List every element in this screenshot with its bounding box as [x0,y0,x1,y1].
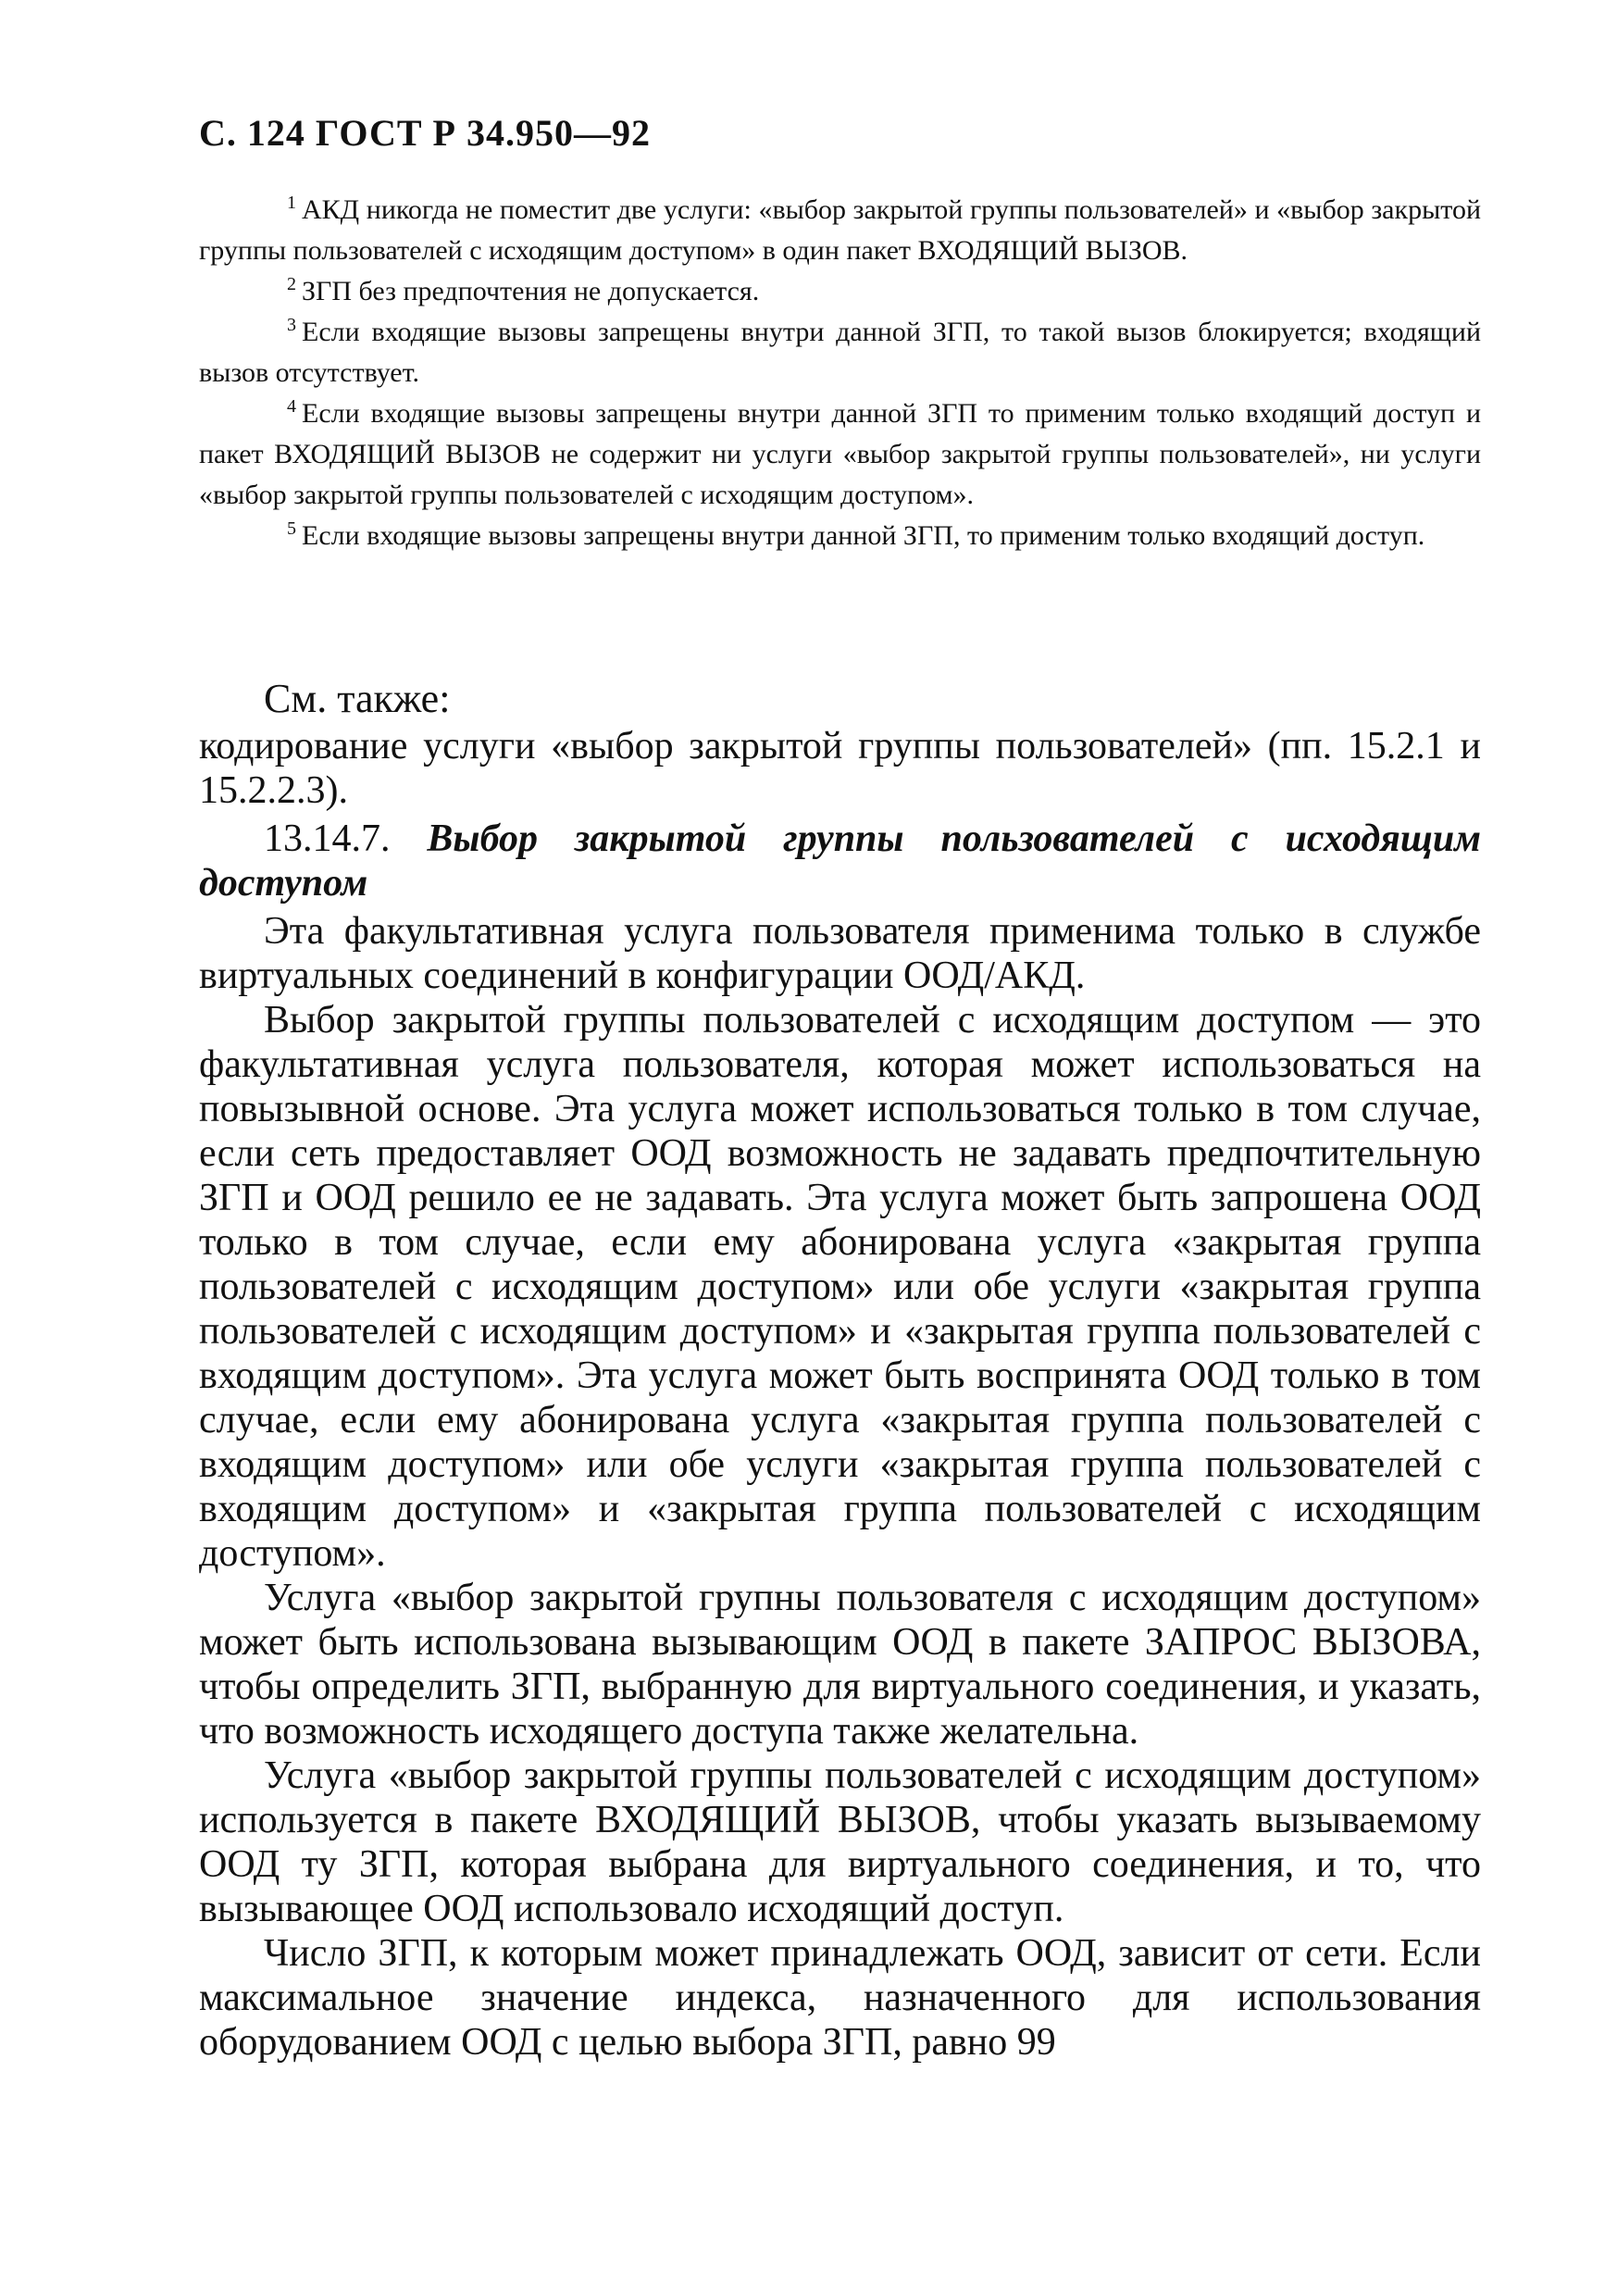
footnote [199,312,1481,393]
see-also-text: кодирование услуги «выбор закрытой группы пользователей» (пп. 15.2.1 и 15.2.2.3). [199,725,1481,812]
footnotes-block [199,190,1481,556]
footnote-text: Если входящие вызовы запрещены внутри данной ЗГП то применим только входящий доступ и пакет ВХОДЯЩИЙ ВЫЗОВ не содержит ни услуги «выбор закрытой группы пользователей», ни услуги «выбор закрытой группы пользователей с исходящим доступом». [199,398,1481,510]
body-paragraph: Число ЗГП, к которым может принадлежать ООД, зависит от сети. Если максимальное значение индекса, назначенного для использования оборудованием ООД с целью выбора ЗГП, равно 99 [199,1932,1481,2064]
footnote [199,516,1481,556]
footnote-text: Если входящие вызовы запрещены внутри данной ЗГП, то применим только входящий доступ. [302,520,1425,551]
footnote-mark: 4 [287,396,296,417]
page-header: С. 124 ГОСТ Р 34.950—92 [199,112,651,154]
see-also-label: См. также: [264,676,451,721]
footnote-mark: 2 [287,274,296,294]
body-paragraph: Услуга «выбор закрытой групны пользователя с исходящим доступом» может быть использована вызывающим ООД в пакете ЗАПРОС ВЫЗОВА, чтобы определить ЗГП, выбранную для виртуального соединения, и указать, что возможность исходящего доступа также желательна. [199,1577,1481,1753]
section-number: 13.14.7. [264,817,391,860]
footnote-mark: 3 [287,315,296,335]
body-paragraph: Эта факультативная услуга пользователя применима только в службе виртуальных соединений в конфигурации ООД/АКД. [199,910,1481,997]
footnote-text: ЗГП без предпочтения не допускается. [302,276,760,306]
footnote-text: АКД никогда не поместит две услуги: «выбор закрытой группы пользователей» и «выбор закрытой группы пользователей с исходящим доступом» в один пакет ВХОДЯЩИЙ ВЫЗОВ. [199,194,1481,266]
footnote [199,271,1481,312]
footnote [199,190,1481,271]
body-paragraph: Выбор закрытой группы пользователей с исходящим доступом — это факультативная услуга пользователя, которая может использоваться на повызывной основе. Эта услуга может использоваться только в том случае, если сеть предоставляет ООД возможность не задавать предпочтительную ЗГП и ООД решило ее не задавать. Эта услуга может быть запрошена ООД только в том случае, если ему абонирована услуга «закрытая группа пользователей с исходящим доступом» или обе услуги «закрытая группа пользователей с исходящим доступом» и «закрытая группа пользователей с входящим доступом». Эта услуга может быть воспринята ООД только в том случае, если ему абонирована услуга «закрытая группа пользователей с входящим доступом» или обе услуги «закрытая группа пользователей с входящим доступом» и «закрытая группа пользователей с исходящим доступом». [199,999,1481,1575]
footnote-text: Если входящие вызовы запрещены внутри данной ЗГП, то такой вызов блокируется; входящий вызов отсутствует. [199,317,1481,388]
footnote-mark: 5 [287,518,296,539]
body-paragraph: Услуга «выбор закрытой группы пользователей с исходящим доступом» используется в пакете ВХОДЯЩИЙ ВЫЗОВ, чтобы указать вызываемому ООД ту ЗГП, которая выбрана для виртуального соединения, и то, что вызывающее ООД использовало исходящий доступ. [199,1754,1481,1930]
footnote-mark: 1 [287,193,296,213]
section-title: Выбор закрытой группы пользователей с исходящим доступом [199,817,1482,905]
section-heading [199,817,1481,905]
footnote [199,393,1481,516]
main-text [199,674,1481,2065]
